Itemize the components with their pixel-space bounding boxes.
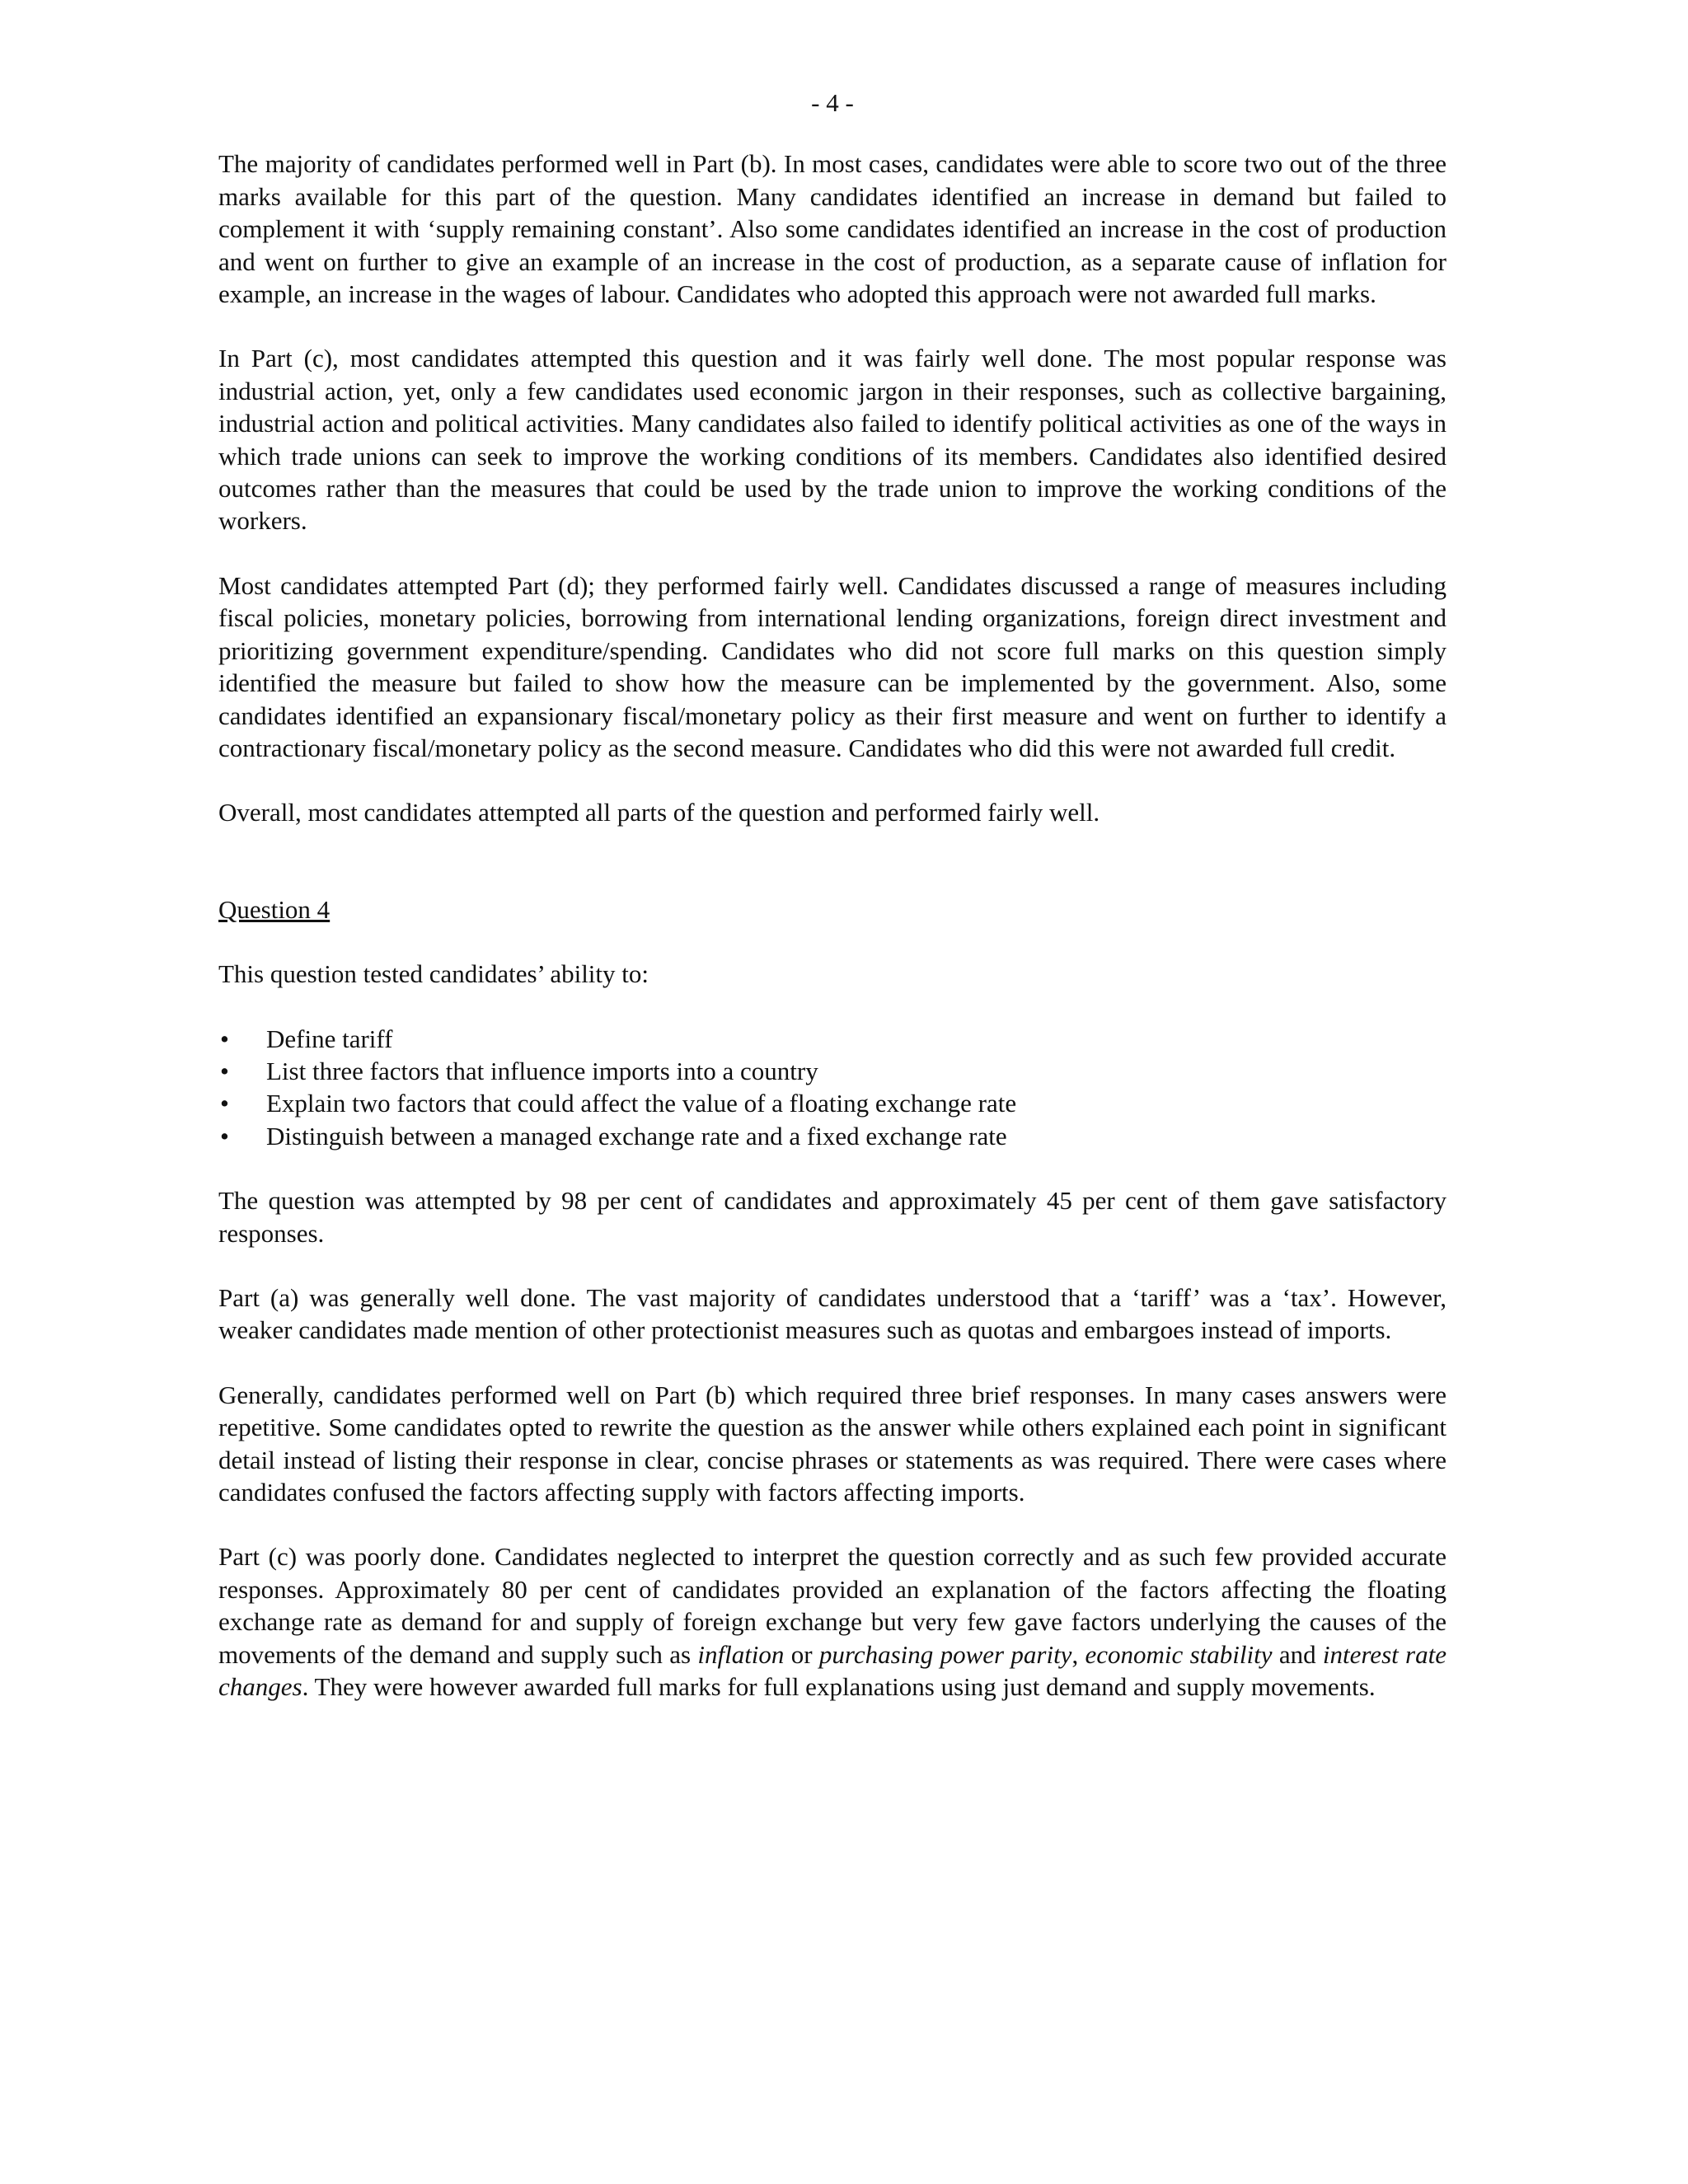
list-item xyxy=(218,1087,1447,1119)
list-item xyxy=(218,1055,1447,1087)
paragraph-overall: Overall, most candidates attempted all parts of the question and performed fairly well. xyxy=(218,798,1100,827)
question-4-intro: This question tested candidates’ ability to: xyxy=(218,959,649,989)
text-run: or xyxy=(784,1639,819,1669)
list-item-text: Define tariff xyxy=(266,1024,393,1053)
bullet-icon: • xyxy=(220,1056,229,1085)
page-number: - 4 - xyxy=(811,88,854,117)
italic-term: economic stability xyxy=(1085,1639,1273,1669)
list-item-text: Explain two factors that could affect the value of a floating exchange rate xyxy=(266,1089,1017,1118)
document-page xyxy=(218,87,1447,1735)
italic-term: inflation xyxy=(697,1639,785,1669)
paragraph-q4-part-c xyxy=(218,1540,1447,1703)
paragraph-part-b: The majority of candidates performed well in Part (b). In most cases, candidates were able to score two out of the three marks available for this part of the question. Many candidates identified an increase in demand but failed to complement it with ‘supply remaining constant’. Also some candidates identified an increase in the cost of production and went on further to give an example of an increase in the cost of production, as a separate cause of inflation for example, an increase in the wages of labour. Candidates who adopted this approach were not awarded full marks. xyxy=(218,149,1447,309)
list-item-text: List three factors that influence imports into a country xyxy=(266,1056,818,1085)
paragraph-q4-part-b: Generally, candidates performed well on Part (b) which required three brief responses. In many cases answers were repetitive. Some candidates opted to rewrite the question as the answer while others explained each point in significant detail instead of listing their response in clear, concise phrases or statements as was required. There were cases where candidates confused the factors affecting supply with factors affecting imports. xyxy=(218,1380,1447,1507)
italic-term: purchasing power parity xyxy=(818,1639,1072,1669)
objectives-list xyxy=(218,1023,1447,1153)
paragraph-attempt-stats: The question was attempted by 98 per cent of candidates and approximately 45 per cent of them gave satisfactory responses. xyxy=(218,1186,1447,1248)
text-run: and xyxy=(1272,1639,1323,1669)
text-run: . They were however awarded full marks for full explanations using just demand and supply movements. xyxy=(302,1672,1376,1702)
bullet-icon: • xyxy=(220,1024,229,1053)
bullet-icon: • xyxy=(220,1089,229,1118)
list-item xyxy=(218,1023,1447,1055)
italic-term: interest rate changes xyxy=(218,1639,1447,1702)
text-run: , xyxy=(1071,1639,1085,1669)
list-item-text: Distinguish between a managed exchange rate and a fixed exchange rate xyxy=(266,1121,1007,1151)
list-item xyxy=(218,1120,1447,1152)
paragraph-q4-part-a: Part (a) was generally well done. The vast majority of candidates understood that a ‘tariff’ was a ‘tax’. However, weaker candidates made mention of other protectionist measures such as quotas and embargoes instead of imports. xyxy=(218,1282,1447,1345)
paragraph-part-c: In Part (c), most candidates attempted this question and it was fairly well done. The most popular response was industrial action, yet, only a few candidates used economic jargon in their responses, such as collective bargaining, industrial action and political activities. Many candidates also failed to identify political activities as one of the ways in which trade unions can seek to improve the working conditions of its members. Candidates also identified desired outcomes rather than the measures that could be used by the trade union to improve the working conditions of the workers. xyxy=(218,344,1447,536)
paragraph-part-d: Most candidates attempted Part (d); they performed fairly well. Candidates discussed a range of measures including fiscal policies, monetary policies, borrowing from international lending organizations, foreign direct investment and prioritizing government expenditure/spending. Candidates who did not score full marks on this question simply identified the measure but failed to show how the measure can be implemented by the government. Also, some candidates identified an expansionary fiscal/monetary policy as their first measure and went on further to identify a contractionary fiscal/monetary policy as the second measure. Candidates who did this were not awarded full credit. xyxy=(218,570,1447,762)
bullet-icon: • xyxy=(220,1121,229,1151)
text-run: Part (c) was poorly done. Candidates neglected to interpret the question correctly and as such few provided accurate responses. Approximately 80 per cent of candidates provided an explanation of the factors affecting the floating exchange rate as demand for and supply of foreign exchange but very few gave factors underlying the causes of the movements of the demand and supply such as xyxy=(218,1542,1447,1669)
question-4-heading: Question 4 xyxy=(218,894,331,924)
